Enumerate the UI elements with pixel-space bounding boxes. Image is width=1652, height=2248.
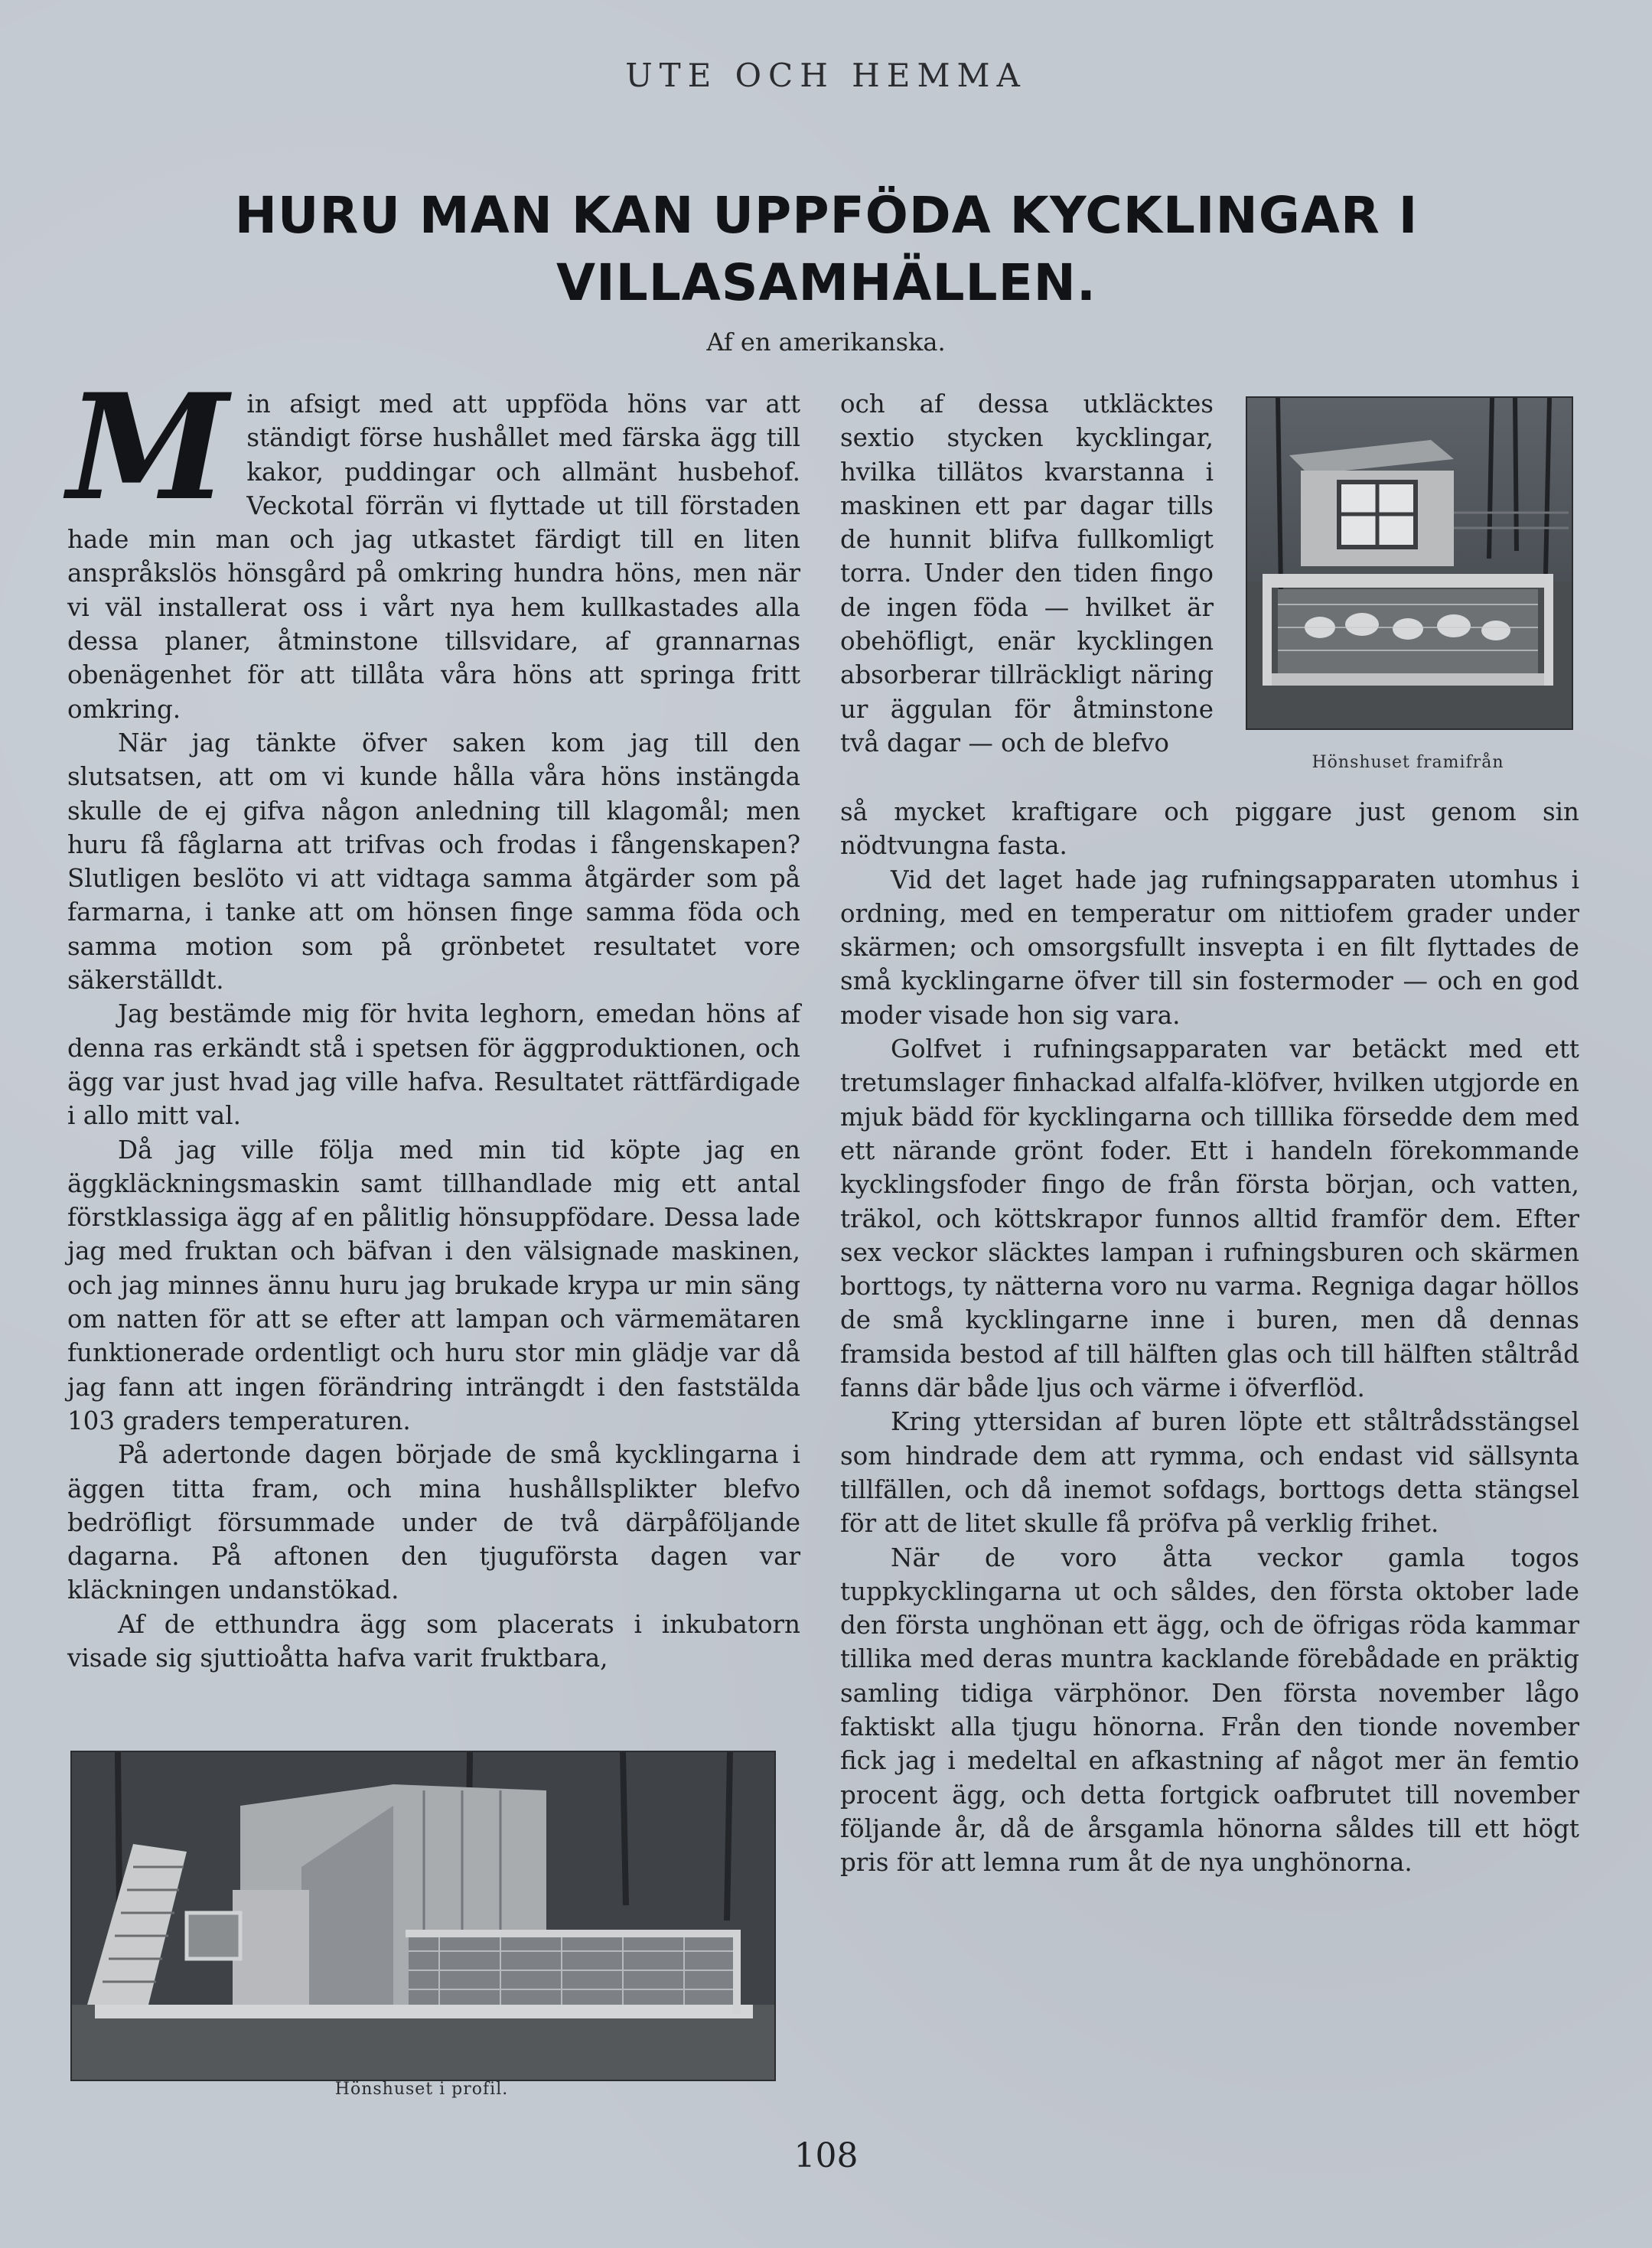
paragraph: och af dessa utkläcktes sextio stycken kycklingar, hvilka tillätos kvarstanna i maskinen ett par dagar tills de hunnit blifva fullkomligt torra. Under den tiden fingo de ingen föda — hvilket är obehöfligt, enär kycklingen absorberar tillräckligt näring ur äggulan för åtminstone två dagar — och de blefvo [840, 389, 1214, 757]
running-head: UTE OCH HEMMA [625, 57, 1027, 94]
paragraph: På adertonde dagen började de små kycklingarna i äggen titta fram, och mina hushållsplikter blefvo bedröfligt försummade under de två därpåföljande dagarna. På aftonen den tjuguförsta dagen var kläckningen undanstökad. [67, 1440, 800, 1605]
left-column [67, 362, 800, 1675]
paragraph: När jag tänkte öfver saken kom jag till den slutsatsen, att om vi kunde hålla våra höns instängda skulle de ej gifva någon anledning till klagomål; men huru få fåglarna att trifvas och frodas i fångenskapen? Slutligen beslöto vi att vidtaga samma åtgärder som på farmarna, i tanke att om hönsen finge samma föda och samma motion som på grönbetet resultatet vore säkerställdt. [67, 728, 800, 995]
paragraph: Jag bestämde mig för hvita leghorn, emedan höns af denna ras erkändt stå i spetsen för äggproduktionen, och ägg var just hvad jag ville hafva. Resultatet rättfärdigade i allo mitt val. [67, 999, 800, 1131]
henhouse-profile-photo [70, 1751, 776, 2081]
paragraph [67, 362, 800, 726]
henhouse-front-photo [1246, 396, 1573, 730]
byline: Af en amerikanska. [706, 327, 946, 357]
henhouse-front-illustration [1247, 398, 1572, 728]
article-title: HURU MAN KAN UPPFÖDA KYCKLINGAR I VILLASAMHÄLLEN. [234, 186, 1419, 312]
paragraph: När de voro åtta veckor gamla togos tuppkycklingarna ut och såldes, den första oktober lade den första unghönan ett ägg, och de öfrigas röda kammar tillika med deras muntra kacklande förebådade en präktig samling tidiga värphönor. Den första november lågo faktiskt alla tjugu hönorna. Från den tionde november fick jag i medeltal en afkastning af något mer än femtio procent ägg, och detta fortgick oafbrutet till november följande år, då de årsgamla hönorna såldes till ett högt pris för att lemna rum åt de nya unghönorna. [840, 1543, 1579, 1878]
drop-cap: M [67, 362, 229, 533]
right-column [840, 795, 1579, 1880]
henhouse-profile-illustration [72, 1752, 774, 2080]
photo-caption: Hönshuset framifrån [1311, 753, 1504, 772]
paragraph: så mycket kraftigare och piggare just genom sin nödtvungna fasta. [840, 797, 1579, 861]
paragraph: Då jag ville följa med min tid köpte jag en äggkläckningsmaskin samt tillhandlade mig ett antal förstklassiga ägg af en pålitlig hönsuppfödare. Dessa lade jag med fruktan och bäfvan i den välsignade maskinen, och jag minnes ännu huru jag brukade krypa ur min säng om natten för att se efter att lampan och värmemätaren funktionerade ordentligt och huru stor min glädje var då jag fann att ingen förändring inträngdt i den faststälda 103 graders temperaturen. [67, 1135, 800, 1435]
paragraph: Af de etthundra ägg som placerats i inkubatorn visade sig sjuttioåtta hafva varit fruktbara, [67, 1609, 800, 1673]
photo-caption: Hönshuset i profil. [334, 2080, 509, 2099]
page-number: 108 [793, 2136, 859, 2175]
paragraph: Vid det laget hade jag rufningsapparaten utomhus i ordning, med en temperatur om nittiofem grader under skärmen; och omsorgsfullt insvepta i en filt flyttades de små kycklingarne öfver till sin fostermoder — och en god moder visade hon sig vara. [840, 865, 1579, 1030]
right-column-top [840, 387, 1214, 760]
paragraph-text: in afsigt med att uppföda höns var att ständigt förse hushållet med färska ägg till kakor, puddingar och allmänt husbehof. Veckotal förrän vi flyttade ut till förstaden hade min man och jag utkastet färdigt till en liten anspråkslös hönsgård på omkring hundra höns, men när vi väl installerat oss i vårt nya hem kullkastades alla dessa planer, åtminstone tillsvidare, af grannarnas obenägenhet för att tillåta våra höns att springa fritt omkring. [67, 389, 800, 724]
paragraph: Kring yttersidan af buren löpte ett ståltrådsstängsel som hindrade dem att rymma, och endast vid sällsynta tillfällen, och då inemot sofdags, borttogs detta stängsel för att de litet skulle få pröfva på verklig frihet. [840, 1407, 1579, 1539]
paragraph: Golfvet i rufningsapparaten var betäckt med ett tretumslager finhackad alfalfa-klöfver, hvilken utgjorde en mjuk bädd för kycklingarna och tilllika försedde dem med ett närande grönt foder. Ett i handeln förekommande kycklingsfoder fingo de från första början, och vatten, träkol, och köttskrapor funnos alltid framför dem. Efter sex veckor släcktes lampan i rufningsburen och skärmen borttogs, ty nätterna voro nu varma. Regniga dagar höllos de små kycklingarne inne i buren, men då dennas framsida bestod af till hälften glas och till hälften ståltråd fanns där både ljus och värme i öfverflöd. [840, 1034, 1579, 1403]
